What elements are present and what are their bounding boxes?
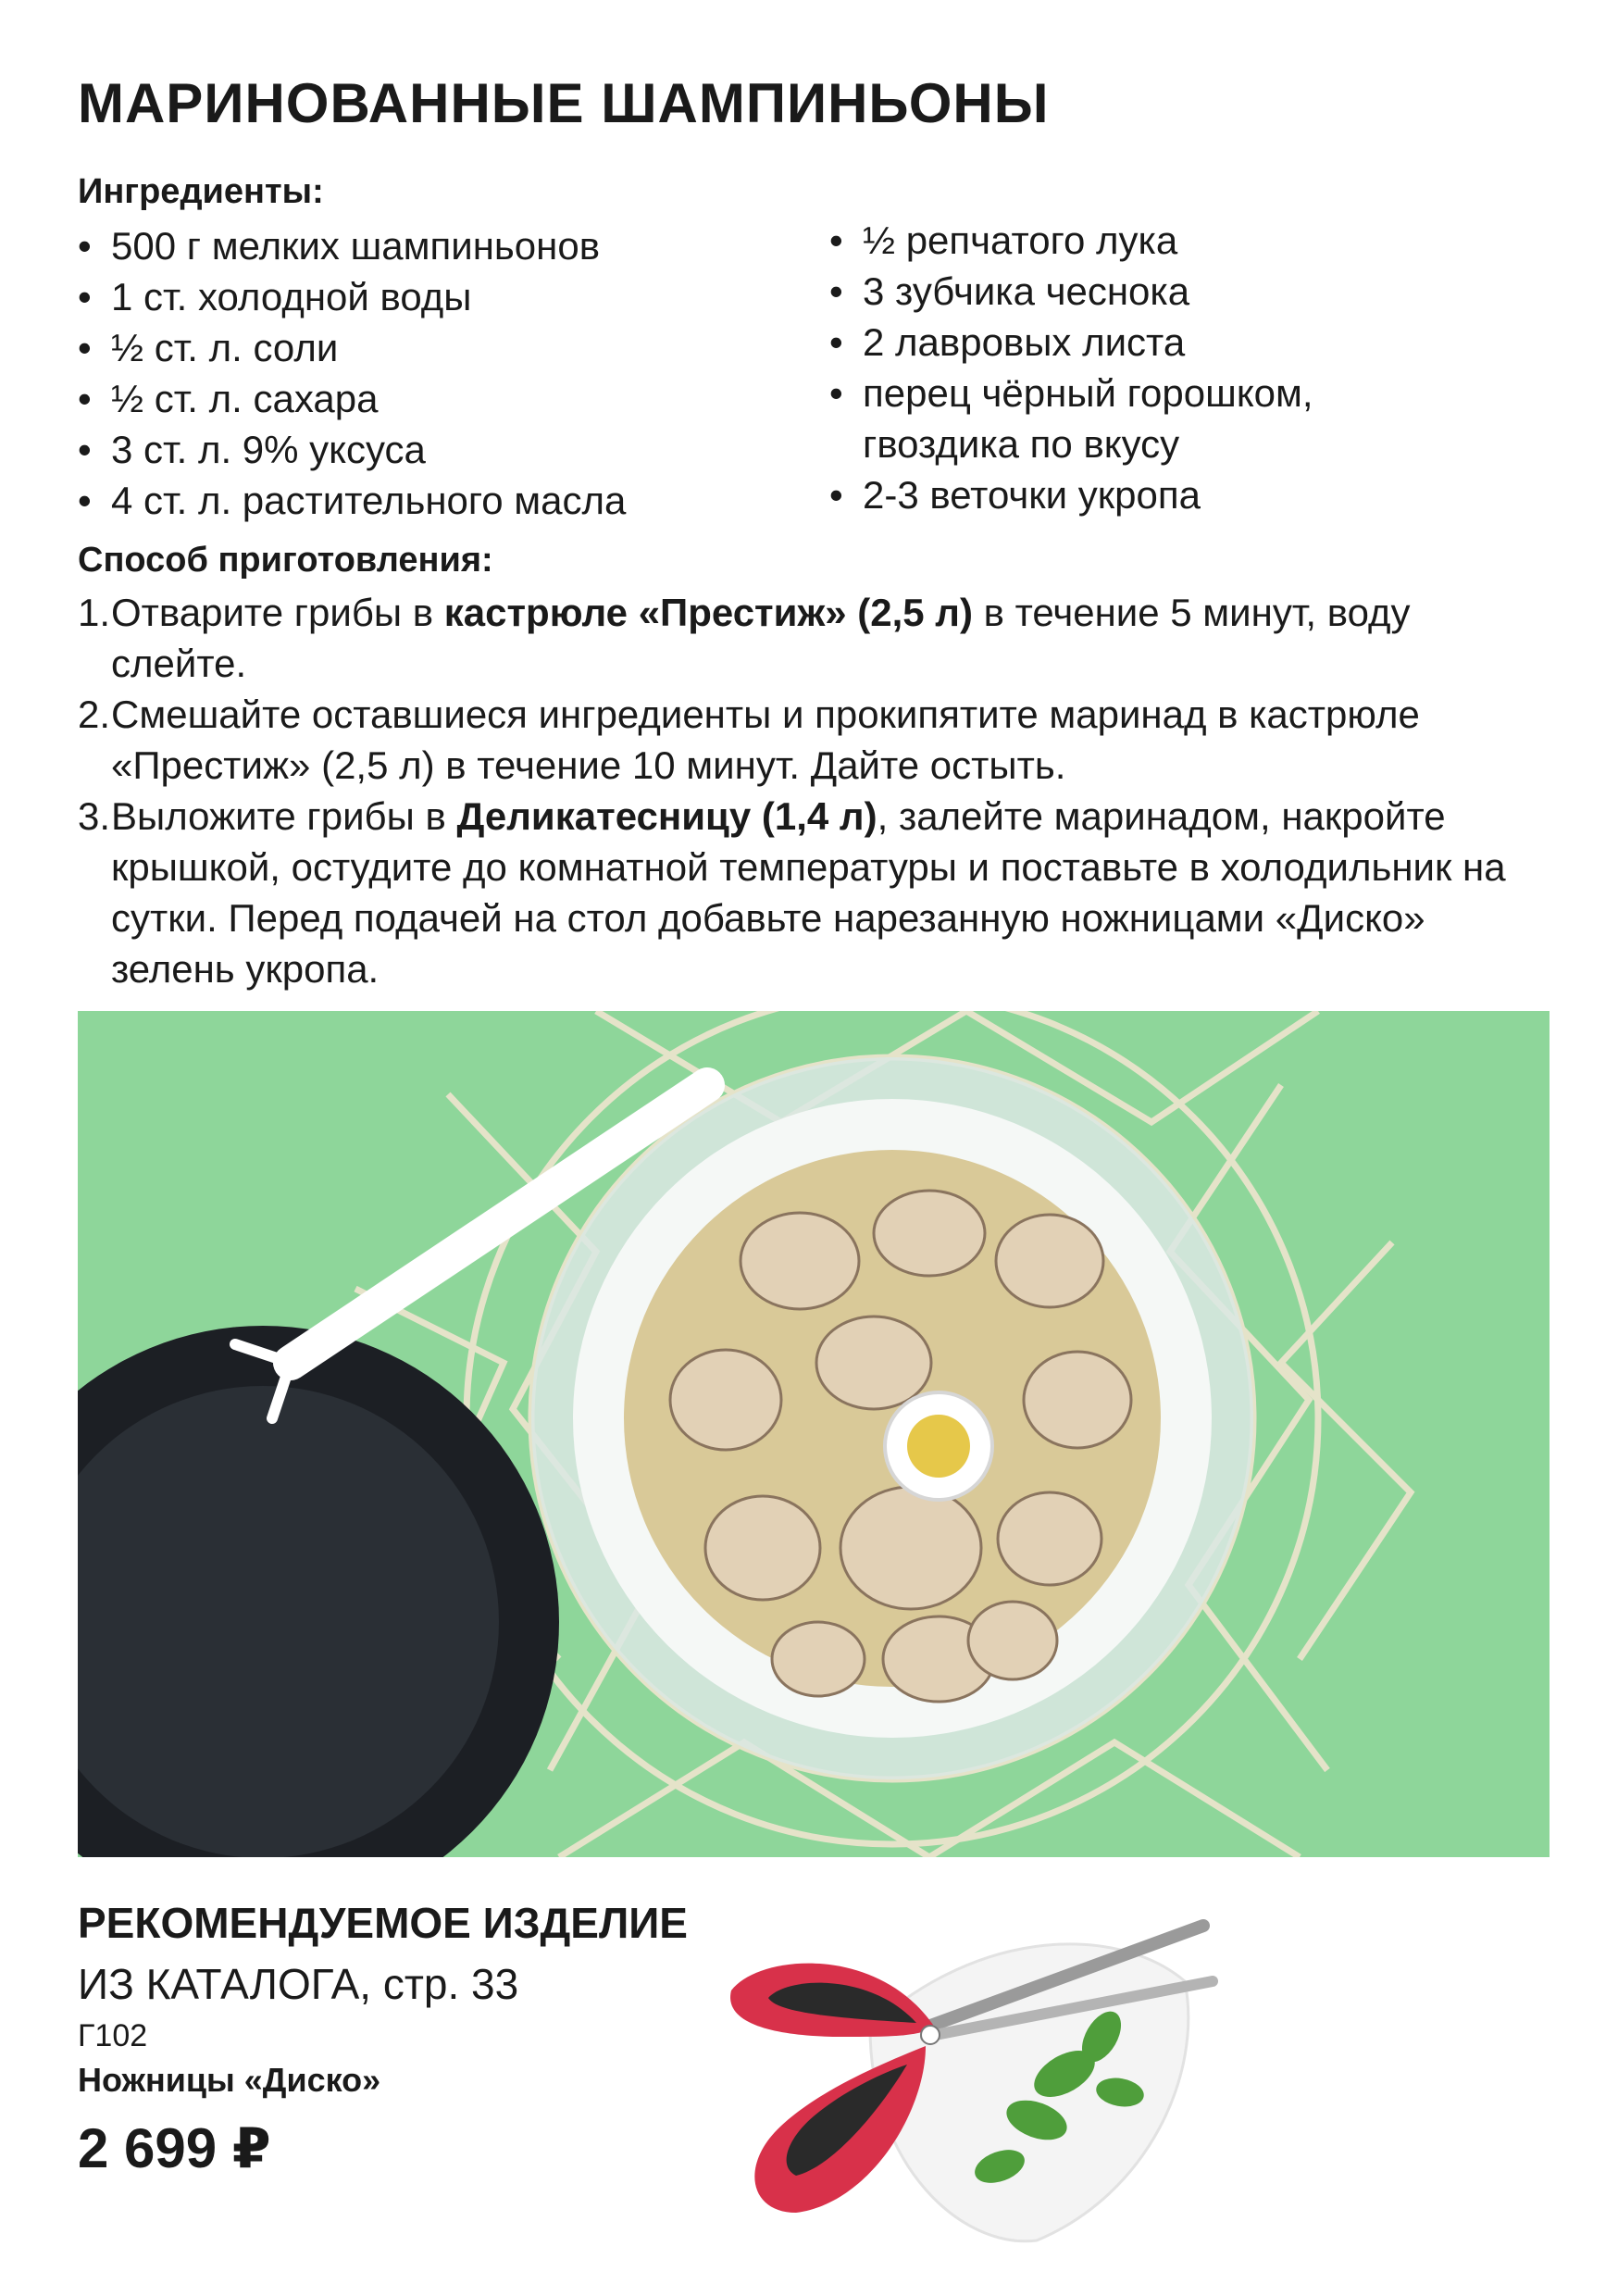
ingredient-item: • 4 ст. л. растительного масла bbox=[78, 475, 626, 526]
step-product-link: Деликатесницу (1,4 л) bbox=[456, 794, 877, 838]
ingredient-item: • 1 ст. холодной воды bbox=[78, 271, 626, 322]
ingredient-item: • ½ ст. л. сахара bbox=[78, 373, 626, 424]
ingredient-item: • 3 ст. л. 9% уксуса bbox=[78, 424, 626, 475]
step-text: в течение 5 минут, воду слейте. bbox=[111, 591, 1411, 685]
ingredient-item: • ½ ст. л. соли bbox=[78, 322, 626, 373]
ingredient-item: • 3 зубчика чеснока bbox=[829, 266, 1348, 317]
method-step bbox=[78, 587, 1522, 689]
ingredient-item: • ½ репчатого лука bbox=[829, 215, 1348, 266]
method-steps bbox=[78, 587, 1522, 994]
step-number: 1. bbox=[78, 591, 111, 634]
step-product-link: кастрюле «Престиж» (2,5 л) bbox=[443, 591, 973, 634]
method-step bbox=[78, 791, 1522, 994]
step-text: Смешайте оставшиеся ингредиенты и прокипятите маринад в кастрюле «Престиж» (2,5 л) в течение 10 минут. Дайте остыть. bbox=[111, 693, 1420, 787]
product-name: Ножницы «Диско» bbox=[78, 2061, 381, 2099]
product-code: Г102 bbox=[78, 2018, 148, 2053]
method-step bbox=[78, 689, 1522, 791]
method-heading: Способ приготовления: bbox=[78, 541, 493, 580]
step-number: 2. bbox=[78, 693, 111, 736]
ingredient-item: • 2 лавровых листа bbox=[829, 317, 1348, 368]
ingredients-list-right bbox=[829, 215, 1348, 520]
catalog-reference: ИЗ КАТАЛОГА, стр. 33 bbox=[78, 1960, 519, 2008]
step-number: 3. bbox=[78, 794, 111, 838]
ingredient-item: • 2-3 веточки укропа bbox=[829, 469, 1348, 520]
page-title: МАРИНОВАННЫЕ ШАМПИНЬОНЫ bbox=[78, 72, 1050, 134]
step-text: , залейте маринадом, накройте крышкой, остудите до комнатной температуры и поставьте в холодильник на сутки. Перед подачей на стол добавьте нарезанную ножницами «Диско» зелень укропа. bbox=[111, 794, 1506, 991]
ingredients-list-left bbox=[78, 220, 626, 526]
ingredient-item: • 500 г мелких шампиньонов bbox=[78, 220, 626, 271]
step-text: Отварите грибы в bbox=[111, 591, 444, 634]
step-text: Выложите грибы в bbox=[111, 794, 457, 838]
recipe-photo bbox=[78, 1011, 1550, 1857]
recommended-title: РЕКОМЕНДУЕМОЕ ИЗДЕЛИЕ bbox=[78, 1899, 688, 1947]
ingredient-item: • перец чёрный горошком, гвоздика по вкусу bbox=[829, 368, 1348, 469]
scissors-product-image bbox=[685, 1889, 1240, 2259]
ingredients-heading: Ингредиенты: bbox=[78, 172, 324, 211]
product-price: 2 699 ₽ bbox=[78, 2117, 271, 2179]
